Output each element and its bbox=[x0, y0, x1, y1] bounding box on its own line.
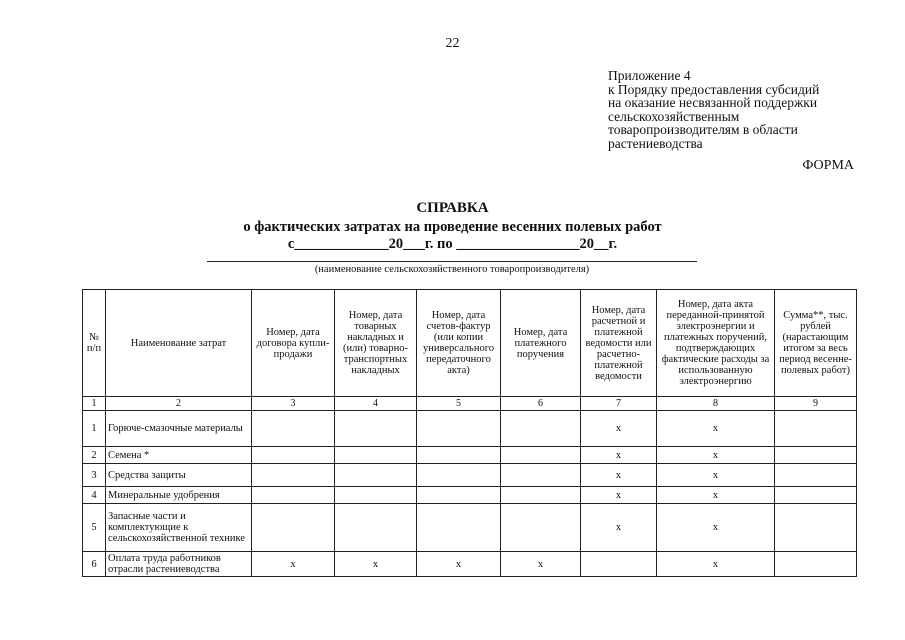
table-cell bbox=[501, 487, 581, 504]
table-cell: x bbox=[581, 447, 657, 464]
table-cell bbox=[501, 411, 581, 447]
row-number: 2 bbox=[83, 447, 106, 464]
column-number: 4 bbox=[335, 397, 417, 411]
table-cell: x bbox=[657, 487, 775, 504]
row-number: 4 bbox=[83, 487, 106, 504]
table-cell bbox=[775, 464, 857, 487]
table-cell: x bbox=[657, 411, 775, 447]
header-cell: Номер, дата расчетной и платежной ведомости или расчетно-платежной ведомости bbox=[581, 290, 657, 397]
table-cell: x bbox=[581, 487, 657, 504]
expense-name: Горюче-смазочные материалы bbox=[106, 411, 252, 447]
table-cell bbox=[775, 411, 857, 447]
table-cell: x bbox=[335, 552, 417, 577]
row-number: 5 bbox=[83, 504, 106, 552]
table-cell: x bbox=[252, 552, 335, 577]
table-cell bbox=[581, 552, 657, 577]
table-cell bbox=[252, 411, 335, 447]
row-number: 1 bbox=[83, 411, 106, 447]
form-label: ФОРМА bbox=[802, 158, 854, 173]
table-cell: x bbox=[501, 552, 581, 577]
header-cell: Наименование затрат bbox=[106, 290, 252, 397]
expense-name: Минеральные удобрения bbox=[106, 487, 252, 504]
appendix-line: сельскохозяйственным bbox=[608, 108, 740, 124]
column-number-row bbox=[83, 397, 857, 411]
table-row bbox=[83, 447, 857, 464]
table-row bbox=[83, 464, 857, 487]
table-cell bbox=[417, 411, 501, 447]
header-cell: Сумма**, тыс. рублей (нарастающим итогом за весь период весенне-полевых работ) bbox=[775, 290, 857, 397]
expense-name: Запасные части и комплектующие к сельскохозяйственной технике bbox=[106, 504, 252, 552]
table-cell bbox=[335, 464, 417, 487]
column-number: 8 bbox=[657, 397, 775, 411]
table-cell bbox=[501, 464, 581, 487]
document-subtitle: о фактических затратах на проведение весенних полевых работ bbox=[243, 219, 662, 235]
header-cell: № п/п bbox=[83, 290, 106, 397]
table-cell bbox=[417, 447, 501, 464]
appendix-line: товаропроизводителям в области bbox=[608, 122, 798, 137]
appendix-line: растениеводства bbox=[608, 135, 703, 151]
table-cell bbox=[252, 487, 335, 504]
page-number: 22 bbox=[445, 36, 460, 51]
table-row bbox=[83, 504, 857, 552]
appendix-line: к Порядку предоставления субсидий bbox=[608, 81, 820, 97]
table-cell bbox=[417, 504, 501, 552]
table-cell: x bbox=[581, 464, 657, 487]
table-cell bbox=[775, 447, 857, 464]
table-row bbox=[83, 552, 857, 577]
appendix-line: Приложение 4 bbox=[608, 68, 691, 83]
table-header-row bbox=[83, 290, 857, 397]
column-number: 1 bbox=[83, 397, 106, 411]
header-cell: Номер, дата договора купли-продажи bbox=[252, 290, 335, 397]
table-cell bbox=[335, 504, 417, 552]
table-cell bbox=[252, 504, 335, 552]
table-cell: x bbox=[417, 552, 501, 577]
expense-name: Семена * bbox=[106, 447, 252, 464]
table-cell bbox=[775, 504, 857, 552]
header-cell: Номер, дата счетов-фактур (или копии универсального передаточного акта) bbox=[417, 290, 501, 397]
table-cell: x bbox=[581, 411, 657, 447]
column-number: 2 bbox=[106, 397, 252, 411]
table-cell bbox=[775, 552, 857, 577]
table-cell: x bbox=[657, 504, 775, 552]
table-cell: x bbox=[581, 504, 657, 552]
appendix-line: на оказание несвязанной поддержки bbox=[608, 95, 818, 110]
table-cell bbox=[252, 464, 335, 487]
table-row bbox=[83, 411, 857, 447]
table-cell bbox=[252, 447, 335, 464]
expense-name: Средства защиты bbox=[106, 464, 252, 487]
table-cell bbox=[501, 447, 581, 464]
appendix-note bbox=[608, 69, 878, 150]
table-cell: x bbox=[657, 552, 775, 577]
column-number: 5 bbox=[417, 397, 501, 411]
column-number: 9 bbox=[775, 397, 857, 411]
org-name-line bbox=[207, 261, 697, 262]
table-cell bbox=[775, 487, 857, 504]
expenses-table bbox=[82, 289, 857, 577]
table-cell: x bbox=[657, 447, 775, 464]
table-cell bbox=[335, 487, 417, 504]
org-name-caption: (наименование сельскохозяйственного товаропроизводителя) bbox=[314, 264, 590, 275]
document-title: СПРАВКА bbox=[416, 200, 489, 216]
row-number: 6 bbox=[83, 552, 106, 577]
column-number: 3 bbox=[252, 397, 335, 411]
column-number: 6 bbox=[501, 397, 581, 411]
row-number: 3 bbox=[83, 464, 106, 487]
table-cell bbox=[335, 411, 417, 447]
header-cell: Номер, дата товарных накладных и (или) товарно-транспортных накладных bbox=[335, 290, 417, 397]
header-cell: Номер, дата платежного поручения bbox=[501, 290, 581, 397]
table-cell bbox=[501, 504, 581, 552]
table-cell: x bbox=[657, 464, 775, 487]
table-row bbox=[83, 487, 857, 504]
table-cell bbox=[417, 464, 501, 487]
table-cell bbox=[335, 447, 417, 464]
table-cell bbox=[417, 487, 501, 504]
column-number: 7 bbox=[581, 397, 657, 411]
expense-name: Оплата труда работников отрасли растениеводства bbox=[106, 552, 252, 577]
document-period: с_____________20___г. по _________________20__г. bbox=[287, 236, 618, 252]
header-cell: Номер, дата акта переданной-принятой электроэнергии и платежных поручений, подтверждающих фактические расходы за использованную электроэнергию bbox=[657, 290, 775, 397]
